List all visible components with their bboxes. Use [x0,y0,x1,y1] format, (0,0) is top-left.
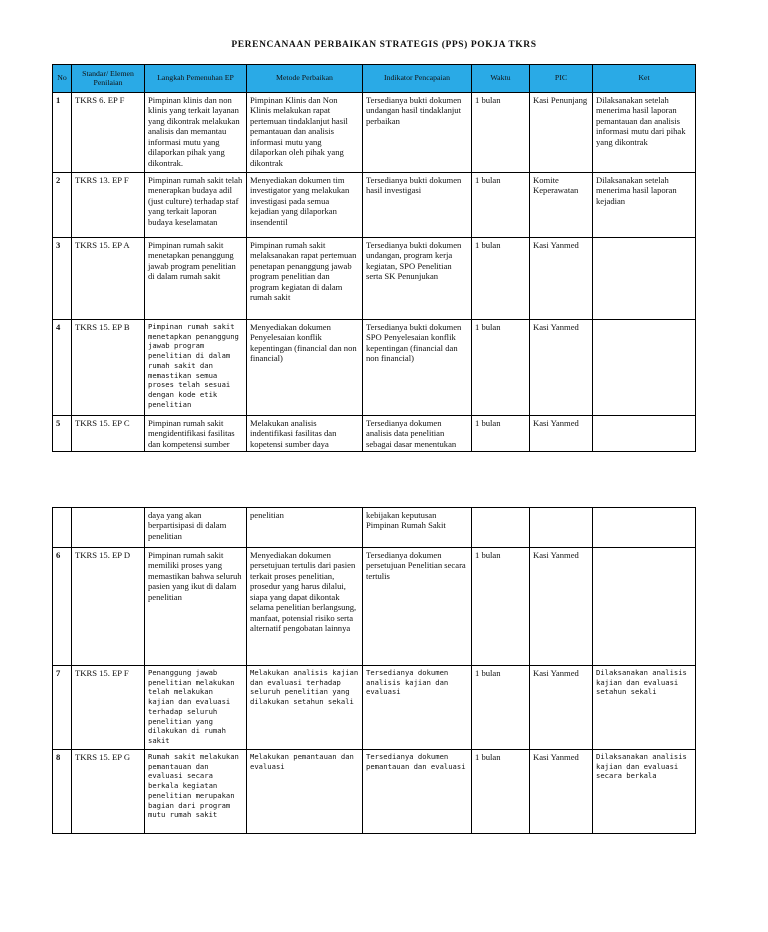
table-row [53,750,696,834]
col-header-no: No [53,65,72,93]
table-row [53,238,696,320]
cell-indikator: Tersedianya dokumen analisis kajian dan evaluasi [363,666,472,750]
cell-langkah: Pimpinan klinis dan non klinis yang terkait layanan yang dikontrak melakukan analisis dan memantau informasi mutu yang dilaporkan pihak yang dikontrak. [145,93,247,173]
cell-standar: TKRS 6. EP F [72,93,145,173]
cell-no: 7 [53,666,72,750]
cell-standar: TKRS 15. EP C [72,416,145,452]
col-header-langkah: Langkah Pemenuhan EP [145,65,247,93]
cell-waktu: 1 bulan [472,666,530,750]
cell-indikator: Tersedianya bukti dokumen undangan hasil tindaklanjut perbaikan [363,93,472,173]
cell-standar [72,508,145,548]
cell-no: 5 [53,416,72,452]
pps-table-page-1 [52,64,696,452]
cell-waktu: 1 bulan [472,750,530,834]
table-header-row [53,65,696,93]
cell-indikator: Tersedianya dokumen persetujuan Penelitian secara tertulis [363,548,472,666]
cell-langkah: Pimpinan rumah sakit telah menerapkan budaya adil (just culture) terhadap staf yang terkait laporan budaya keselamatan [145,173,247,238]
cell-indikator: Tersedianya dokumen pemantauan dan evaluasi [363,750,472,834]
col-header-indikator: Indikator Pencapaian [363,65,472,93]
cell-langkah: Rumah sakit melakukan pemantauan dan evaluasi secara berkala kegiatan penelitian merupakan bagian dari program mutu rumah sakit [145,750,247,834]
cell-no: 2 [53,173,72,238]
col-header-waktu: Waktu [472,65,530,93]
cell-langkah: Penanggung jawab penelitian melakukan telah melakukan kajian dan evaluasi terhadap seluruh penelitian yang dilakukan di rumah sakit [145,666,247,750]
cell-pic: Kasi Yanmed [530,238,593,320]
cell-metode: Menyediakan dokumen persetujuan tertulis dari pasien terkait proses penelitian, prosedur yang harus dilalui, siapa yang dapat dikontak selama penelitian berlangsung, manfaat, potensial risiko serta alternatif pengobatan lainnya [247,548,363,666]
pps-table-page-2 [52,507,696,834]
cell-standar: TKRS 15. EP B [72,320,145,416]
cell-waktu: 1 bulan [472,416,530,452]
cell-metode: Pimpinan Klinis dan Non Klinis melakukan rapat pertemuan tindaklanjut hasil pemantauan dan analisis informasi mutu yang dilaporkan oleh pihak yang dikontrak [247,93,363,173]
cell-indikator: Tersedianya bukti dokumen hasil investigasi [363,173,472,238]
cell-standar: TKRS 15. EP G [72,750,145,834]
cell-ket [593,416,696,452]
cell-pic: Kasi Penunjang [530,93,593,173]
cell-ket [593,320,696,416]
col-header-ket: Ket [593,65,696,93]
cell-metode: Menyediakan dokumen tim investigator yang melakukan investigasi pada semua kejadian yang dilaporkan insendentil [247,173,363,238]
cell-metode: penelitian [247,508,363,548]
cell-pic: Kasi Yanmed [530,320,593,416]
table-row [53,666,696,750]
cell-no: 8 [53,750,72,834]
cell-no: 4 [53,320,72,416]
cell-indikator: Tersedianya bukti dokumen SPO Penyelesaian konflik kepentingan (financial dan non financial) [363,320,472,416]
cell-pic: Kasi Yanmed [530,666,593,750]
table-row [53,173,696,238]
cell-standar: TKRS 15. EP F [72,666,145,750]
cell-no [53,508,72,548]
cell-waktu: 1 bulan [472,93,530,173]
table-row [53,416,696,452]
cell-metode: Melakukan analisis indentifikasi fasilitas dan kopetensi sumber daya [247,416,363,452]
cell-ket: Dilaksanakan analisis kajian dan evaluasi secara berkala [593,750,696,834]
cell-standar: TKRS 15. EP A [72,238,145,320]
cell-pic [530,508,593,548]
col-header-metode: Metode Perbaikan [247,65,363,93]
cell-waktu: 1 bulan [472,548,530,666]
cell-pic: Kasi Yanmed [530,416,593,452]
page-title: PERENCANAAN PERBAIKAN STRATEGIS (PPS) POKJA TKRS [231,40,537,50]
cell-standar: TKRS 15. EP D [72,548,145,666]
table-row [53,320,696,416]
cell-indikator: Tersedianya bukti dokumen undangan, program kerja kegiatan, SPO Penelitian serta SK Penunjukan [363,238,472,320]
cell-langkah: Pimpinan rumah sakit menetapkan penanggung jawab program penelitian di dalam rumah sakit dan memastikan semua proses telah sesuai dengan kode etik penelitian [145,320,247,416]
cell-waktu: 1 bulan [472,238,530,320]
cell-langkah: Pimpinan rumah sakit menetapkan penanggung jawab program penelitian di dalam rumah sakit [145,238,247,320]
cell-waktu [472,508,530,548]
cell-pic: Kasi Yanmed [530,750,593,834]
cell-indikator: Tersedianya dokumen analisis data penelitian sebagai dasar menentukan [363,416,472,452]
cell-pic: Kasi Yanmed [530,548,593,666]
cell-standar: TKRS 13. EP F [72,173,145,238]
table-row [53,508,696,548]
cell-ket: Dilaksanakan setelah menerima hasil laporan kejadian [593,173,696,238]
cell-langkah: Pimpinan rumah sakit memiliki proses yang memastikan bahwa seluruh pasien yang ikut di dalam penelitian [145,548,247,666]
cell-ket: Dilaksanakan analisis kajian dan evaluasi setahun sekali [593,666,696,750]
table-row [53,548,696,666]
cell-ket: Dilaksanakan setelah menerima hasil laporan pemantauan dan analisis informasi mutu dari pihak yang dikontrak [593,93,696,173]
cell-langkah: daya yang akan berpartisipasi di dalam penelitian [145,508,247,548]
cell-ket [593,238,696,320]
cell-langkah: Pimpinan rumah sakit mengidentifikasi fasilitas dan kompetensi sumber [145,416,247,452]
cell-no: 3 [53,238,72,320]
cell-no: 6 [53,548,72,666]
cell-indikator: kebijakan keputusan Pimpinan Rumah Sakit [363,508,472,548]
cell-waktu: 1 bulan [472,173,530,238]
cell-metode: Melakukan pemantauan dan evaluasi [247,750,363,834]
cell-pic: Komite Keperawatan [530,173,593,238]
cell-waktu: 1 bulan [472,320,530,416]
col-header-standar: Standar/ Elemen Penilaian [72,65,145,93]
cell-ket [593,548,696,666]
cell-ket [593,508,696,548]
cell-metode: Pimpinan rumah sakit melaksanakan rapat pertemuan penetapan penanggung jawab program penelitian dan program kegiatan di dalam rumah sakit [247,238,363,320]
cell-metode: Melakukan analisis kajian dan evaluasi terhadap seluruh penelitian yang dilakukan setahun sekali [247,666,363,750]
table-row [53,93,696,173]
cell-no: 1 [53,93,72,173]
col-header-pic: PIC [530,65,593,93]
cell-metode: Menyediakan dokumen Penyelesaian konflik kepentingan (financial dan non financial) [247,320,363,416]
